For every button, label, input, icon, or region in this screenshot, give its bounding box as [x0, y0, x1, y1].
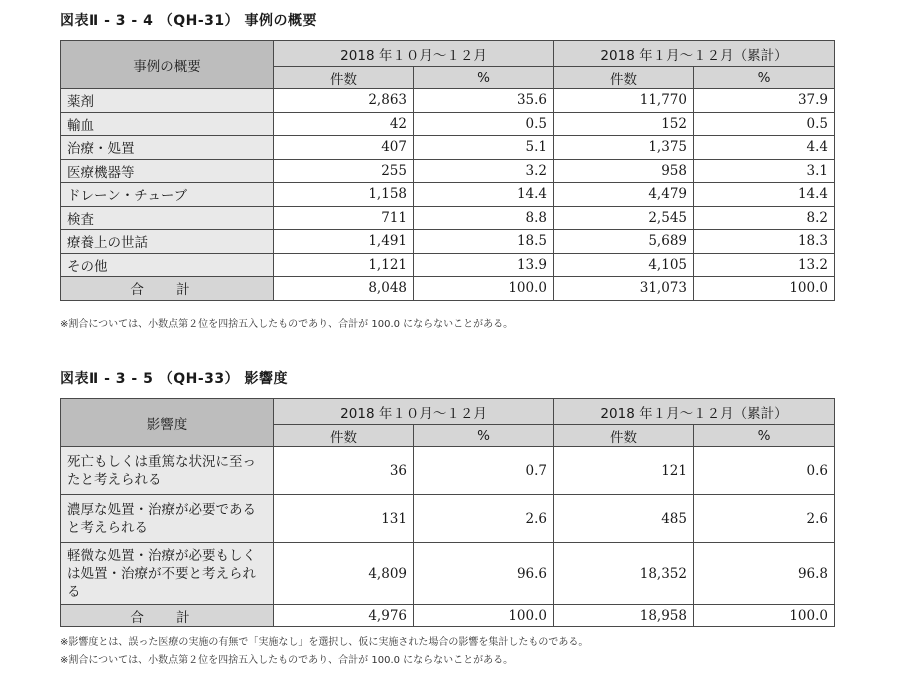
percent-cell: 0.5 — [694, 112, 835, 136]
percent-header: % — [414, 425, 554, 447]
count-cell: 407 — [274, 136, 414, 160]
total-percent-cell: 100.0 — [694, 605, 835, 627]
count-cell: 36 — [274, 447, 414, 495]
count-cell: 42 — [274, 112, 414, 136]
percent-cell: 96.6 — [414, 543, 554, 605]
total-count-cell: 8,048 — [274, 277, 414, 301]
count-cell: 18,352 — [554, 543, 694, 605]
count-cell: 4,809 — [274, 543, 414, 605]
row-label: 濃厚な処置・治療が必要であると考えられる — [61, 495, 274, 543]
total-percent-cell: 100.0 — [694, 277, 835, 301]
table-row — [61, 447, 835, 495]
percent-header: % — [694, 67, 835, 89]
total-row — [61, 277, 835, 301]
period2-header: 2018 年１月～１２月（累計） — [554, 41, 835, 67]
count-cell: 131 — [274, 495, 414, 543]
percent-header: % — [694, 425, 835, 447]
table-row — [61, 136, 835, 160]
percent-cell: 2.6 — [414, 495, 554, 543]
row-header-cell: 影響度 — [61, 399, 274, 447]
percent-cell: 14.4 — [414, 183, 554, 207]
percent-cell: 96.8 — [694, 543, 835, 605]
count-cell: 255 — [274, 159, 414, 183]
count-cell: 485 — [554, 495, 694, 543]
table2-note-rounding: ※割合については、小数点第２位を四捨五入したものであり、合計が 100.0 にならないことがある。 — [60, 655, 514, 666]
percent-header: % — [414, 67, 554, 89]
percent-cell: 3.2 — [414, 159, 554, 183]
period1-header: 2018 年１０月～１２月 — [274, 399, 554, 425]
percent-cell: 18.3 — [694, 230, 835, 254]
period2-header: 2018 年１月～１２月（累計） — [554, 399, 835, 425]
count-cell: 4,105 — [554, 253, 694, 277]
percent-cell: 35.6 — [414, 89, 554, 113]
count-header: 件数 — [554, 425, 694, 447]
row-label: 検査 — [61, 206, 274, 230]
percent-cell: 2.6 — [694, 495, 835, 543]
row-header-cell: 事例の概要 — [61, 41, 274, 89]
percent-cell: 0.7 — [414, 447, 554, 495]
count-header: 件数 — [274, 425, 414, 447]
case-summary-table — [60, 40, 835, 301]
row-label: 死亡もしくは重篤な状況に至ったと考えられる — [61, 447, 274, 495]
percent-cell: 14.4 — [694, 183, 835, 207]
count-cell: 152 — [554, 112, 694, 136]
percent-cell: 13.2 — [694, 253, 835, 277]
count-cell: 1,158 — [274, 183, 414, 207]
table-row — [61, 543, 835, 605]
row-label: その他 — [61, 253, 274, 277]
count-cell: 11,770 — [554, 89, 694, 113]
total-count-cell: 18,958 — [554, 605, 694, 627]
row-label: 軽微な処置・治療が必要もしくは処置・治療が不要と考えられる — [61, 543, 274, 605]
table-row — [61, 253, 835, 277]
count-cell: 1,375 — [554, 136, 694, 160]
total-row — [61, 605, 835, 627]
count-header: 件数 — [274, 67, 414, 89]
total-label: 合 計 — [61, 277, 274, 301]
table-row — [61, 159, 835, 183]
row-label: 治療・処置 — [61, 136, 274, 160]
table-row — [61, 495, 835, 543]
percent-cell: 18.5 — [414, 230, 554, 254]
percent-cell: 4.4 — [694, 136, 835, 160]
count-cell: 958 — [554, 159, 694, 183]
count-cell: 1,491 — [274, 230, 414, 254]
row-label: 輸血 — [61, 112, 274, 136]
table1-title: 図表Ⅱ - 3 - 4 （QH-31） 事例の概要 — [60, 13, 317, 29]
count-cell: 5,689 — [554, 230, 694, 254]
impact-table — [60, 398, 835, 627]
percent-cell: 0.5 — [414, 112, 554, 136]
total-count-cell: 4,976 — [274, 605, 414, 627]
table-row — [61, 89, 835, 113]
table-row — [61, 183, 835, 207]
total-percent-cell: 100.0 — [414, 277, 554, 301]
total-count-cell: 31,073 — [554, 277, 694, 301]
row-label: 医療機器等 — [61, 159, 274, 183]
count-cell: 2,545 — [554, 206, 694, 230]
period1-header: 2018 年１０月～１２月 — [274, 41, 554, 67]
count-header: 件数 — [554, 67, 694, 89]
count-cell: 4,479 — [554, 183, 694, 207]
percent-cell: 13.9 — [414, 253, 554, 277]
total-percent-cell: 100.0 — [414, 605, 554, 627]
row-label: ドレーン・チューブ — [61, 183, 274, 207]
table1-note: ※割合については、小数点第２位を四捨五入したものであり、合計が 100.0 にならないことがある。 — [60, 319, 514, 330]
row-label: 療養上の世話 — [61, 230, 274, 254]
count-cell: 711 — [274, 206, 414, 230]
table2-note-impact: ※影響度とは、誤った医療の実施の有無で「実施なし」を選択し、仮に実施された場合の影響を集計したものである。 — [60, 637, 589, 648]
percent-cell: 3.1 — [694, 159, 835, 183]
table-row — [61, 230, 835, 254]
count-cell: 121 — [554, 447, 694, 495]
row-label: 薬剤 — [61, 89, 274, 113]
percent-cell: 0.6 — [694, 447, 835, 495]
total-label: 合 計 — [61, 605, 274, 627]
count-cell: 1,121 — [274, 253, 414, 277]
table-row — [61, 112, 835, 136]
percent-cell: 8.2 — [694, 206, 835, 230]
table-row — [61, 206, 835, 230]
percent-cell: 5.1 — [414, 136, 554, 160]
percent-cell: 8.8 — [414, 206, 554, 230]
table2-title: 図表Ⅱ - 3 - 5 （QH-33） 影響度 — [60, 371, 288, 387]
count-cell: 2,863 — [274, 89, 414, 113]
percent-cell: 37.9 — [694, 89, 835, 113]
